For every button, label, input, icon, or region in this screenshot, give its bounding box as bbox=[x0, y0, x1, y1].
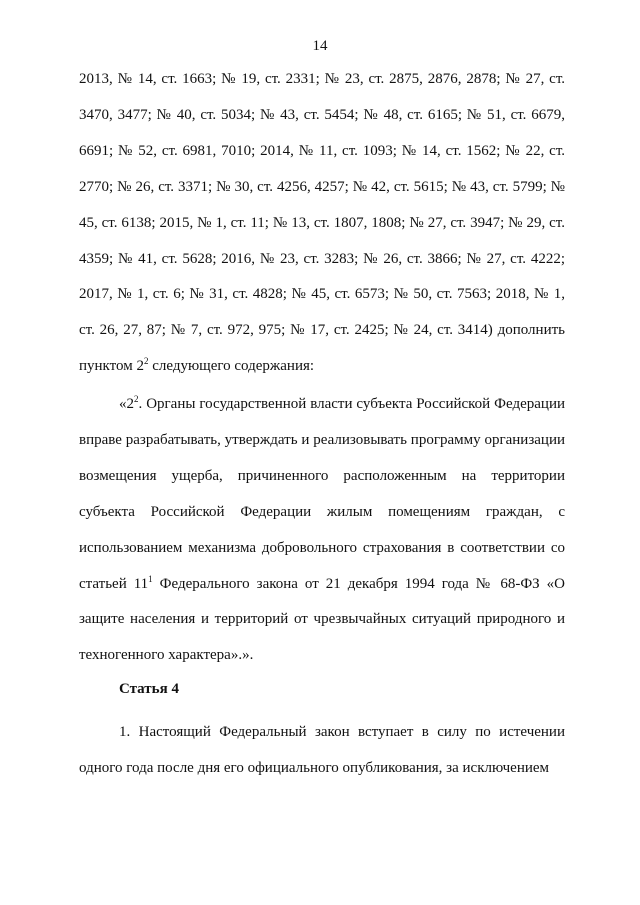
quoted-point-paragraph bbox=[79, 387, 565, 674]
quote-text-part-2: Федерального закона от 21 декабря 1994 года № 68-ФЗ «О защите населения и территорий от чрезвычайных ситуаций природного и техногенного характера».». bbox=[79, 575, 565, 664]
paragraph-text: 1. Настоящий Федеральный закон вступает в силу по истечении одного года после дня его официального опубликования, за исключением bbox=[79, 724, 565, 776]
article-4-paragraph bbox=[79, 715, 565, 787]
quote-open: «2 bbox=[119, 396, 134, 412]
page-number: 14 bbox=[312, 38, 328, 54]
amendment-references-paragraph bbox=[79, 62, 565, 385]
article-heading: Статья 4 bbox=[119, 681, 179, 697]
paragraph-text: 2013, № 14, ст. 1663; № 19, ст. 2331; № 23, ст. 2875, 2876, 2878; № 27, ст. 3470, 3477; № 40, ст. 5034; № 43, ст. 5454; № 48, ст. 6165; № 51, ст. 6679, 6691; № 52, ст. 6981, 7010; 2014, № 11, ст. 1093; № 14, ст. 1562; № 22, ст. 2770; № 26, ст. 3371; № 30, ст. 4256, 4257; № 42, ст. 5615; № 43, ст. 5799; № 45, ст. 6138; 2015, № 1, ст. 11; № 13, ст. 1807, 1808; № 27, ст. 3947; № 29, ст. 4359; № 41, ст. 5628; 2016, № 23, ст. 3283; № 26, ст. 3866; № 27, ст. 4222; 2017, № 1, ст. 6; № 31, ст. 4828; № 45, ст. 6573; № 50, ст. 7563; 2018, № 1, ст. 26, 27, 87; № 7, ст. 972, 975; № 17, ст. 2425; № 24, ст. 3414) дополнить пунктом 2 bbox=[79, 71, 565, 375]
paragraph-text-tail: следующего содержания: bbox=[148, 358, 315, 375]
superscript: 2 bbox=[143, 356, 149, 367]
superscript: 2 bbox=[134, 394, 139, 404]
superscript: 1 bbox=[148, 573, 153, 584]
quote-text-part-1: . Органы государственной власти субъекта Российской Федерации вправе разрабатывать, утверждать и реализовывать программу организации возмещения ущерба, причиненного расположенным на территории субъекта Российской Федерации жилым помещениям граждан, с использованием механизма добровольного страхования в соответствии со статьей 11 bbox=[79, 396, 565, 592]
